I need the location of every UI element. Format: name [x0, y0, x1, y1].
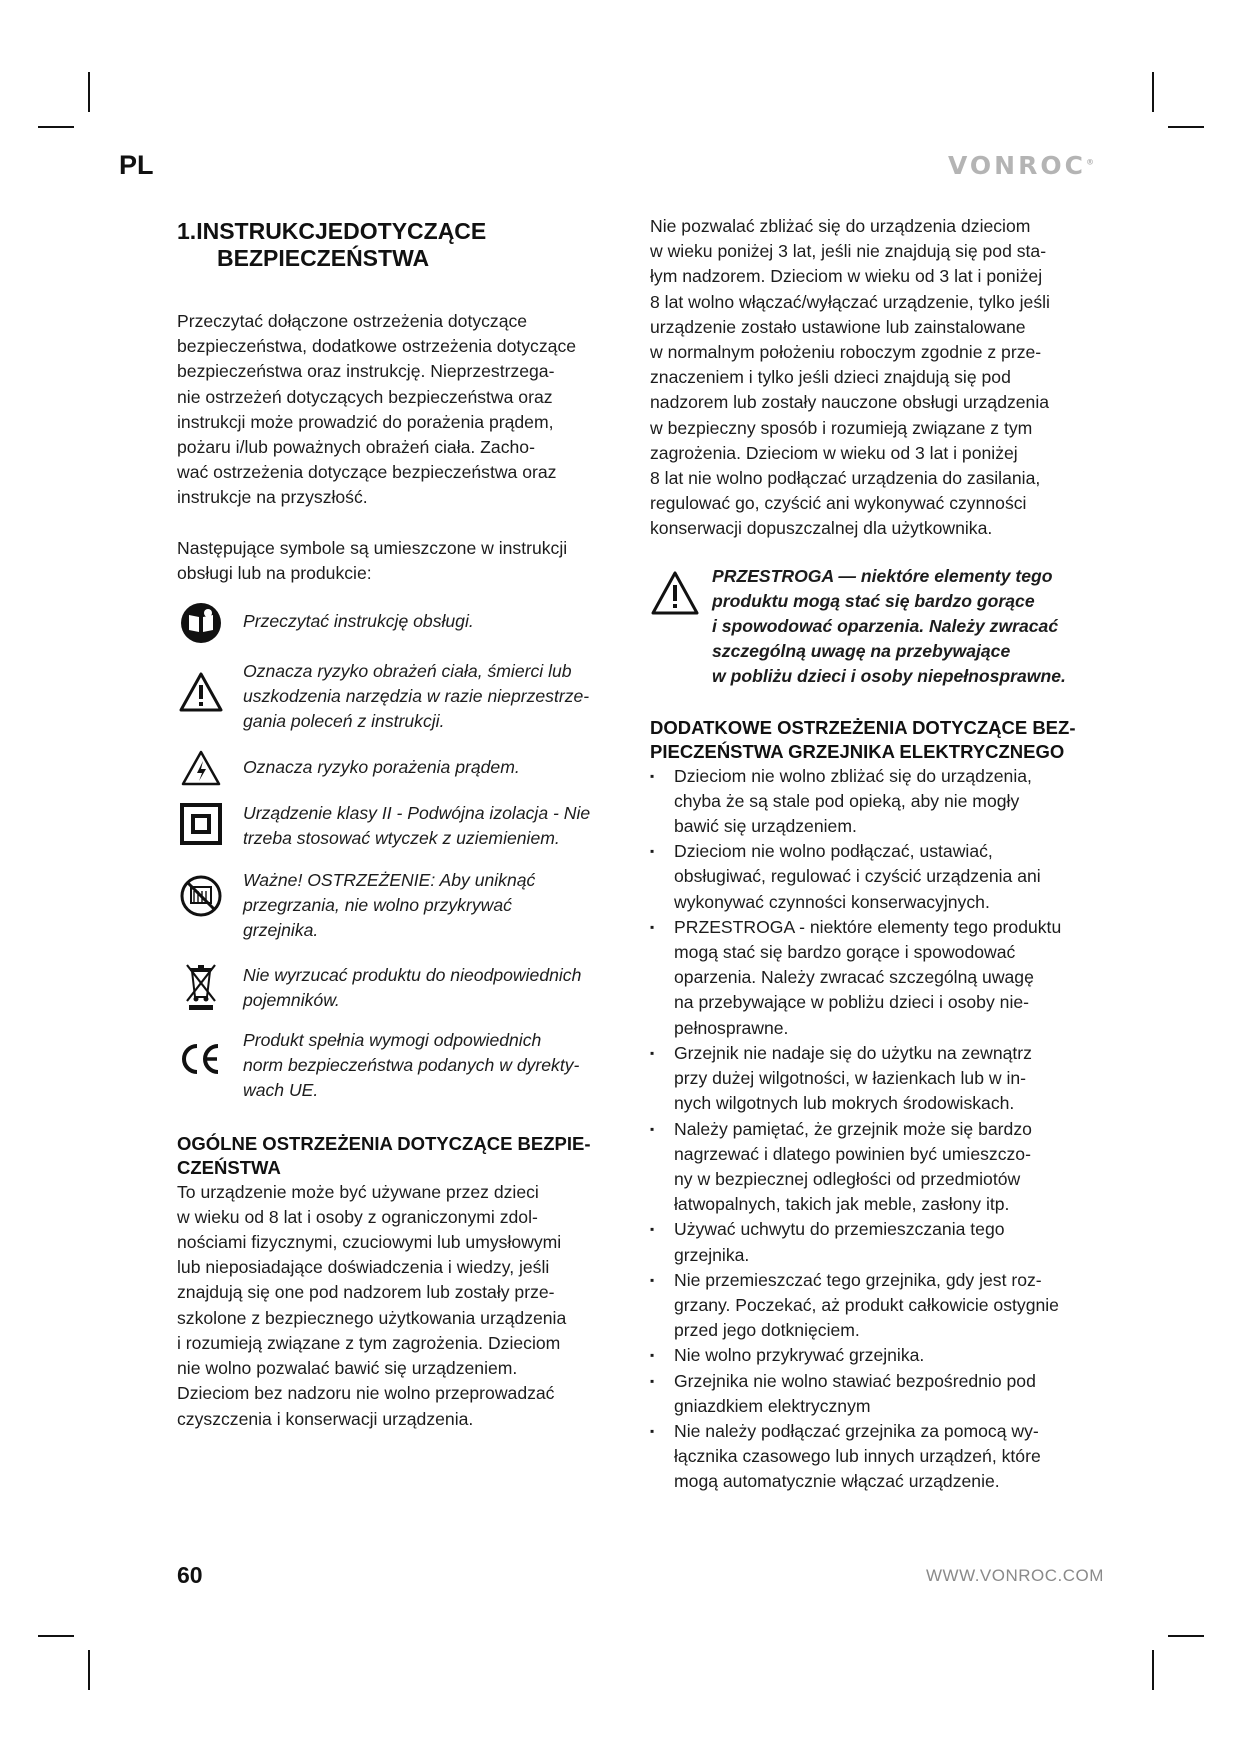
crop-mark	[1168, 1635, 1204, 1637]
symbol-text: przegrzania, nie wolno przykrywać	[243, 895, 512, 916]
symbol-text: Oznacza ryzyko obrażeń ciała, śmierci lub	[243, 661, 572, 682]
text-line: regulować go, czyścić ani wykonywać czynności	[650, 493, 1027, 514]
text-line: i rozumieją związane z tym zagrożenia. Dzieciom	[177, 1332, 561, 1353]
text-line: przy dużej wilgotności, w łazienkach lub w in-	[674, 1068, 1027, 1089]
symbol-text: uszkodzenia narzędzia w razie nieprzestrze-	[243, 686, 590, 707]
right-column	[650, 214, 1095, 1495]
text-line: łatwopalnych, takich jak meble, zasłony itp.	[674, 1194, 1010, 1215]
text-line: obsługi lub na produkcie:	[177, 562, 372, 583]
text-line: gniazdkiem elektrycznym	[674, 1395, 871, 1416]
symbol-text: Przeczytać instrukcję obsługi.	[243, 611, 474, 632]
caution-line: w pobliżu dzieci i osoby niepełnosprawne.	[712, 666, 1066, 687]
text-line: instrukcji może prowadzić do porażenia prądem,	[177, 411, 554, 432]
text-line: szkolone z bezpiecznego użytkowania urządzenia	[177, 1307, 567, 1328]
heater-warnings-heading	[650, 716, 1095, 764]
text-line: łym nadzorem. Dzieciom w wieku od 3 lat i poniżej	[650, 266, 1043, 287]
symbol-text: Produkt spełnia wymogi odpowiednich	[243, 1030, 542, 1051]
crop-mark	[88, 72, 90, 112]
symbol-row	[177, 601, 637, 645]
text-line: czyszczenia i konserwacji urządzenia.	[177, 1408, 474, 1429]
list-item	[650, 915, 1095, 1041]
section-title-line: BEZPIECZEŃSTWA	[217, 245, 430, 271]
text-line: lub nieposiadające doświadczenia i wiedzy, jeśli	[177, 1257, 550, 1278]
text-line: mogą automatycznie włączać urządzenie.	[674, 1471, 1000, 1492]
text-line: Dzieciom bez nadzoru nie wolno przeprowadzać	[177, 1383, 555, 1404]
text-line: grzany. Poczekać, aż produkt całkowicie ostygnie	[674, 1294, 1059, 1315]
warning-triangle-icon	[650, 564, 704, 690]
website-url: WWW.VONROC.COM	[926, 1566, 1104, 1585]
caution-line: produktu mogą stać się bardzo gorące	[712, 590, 1035, 611]
list-item	[650, 1217, 1095, 1267]
text-line: Następujące symbole są umieszczone w instrukcji	[177, 537, 568, 558]
symbol-row	[177, 659, 637, 735]
heading-line: OGÓLNE OSTRZEŻENIA DOTYCZĄCE BEZPIE-	[177, 1132, 591, 1154]
symbol-text: gania poleceń z instrukcji.	[243, 711, 445, 732]
do-not-cover-icon	[177, 868, 225, 918]
intro-paragraph	[177, 309, 637, 511]
list-item	[650, 764, 1095, 840]
caution-line: PRZESTROGA — niektóre elementy tego	[712, 565, 1053, 586]
list-item	[650, 1117, 1095, 1218]
symbol-text: wach UE.	[243, 1080, 319, 1101]
text-line: ▪ Grzejnik nie nadaje się do użytku na zewnątrz	[674, 1042, 1032, 1063]
children-paragraph	[650, 214, 1095, 542]
list-item	[650, 1041, 1095, 1117]
crop-mark	[1168, 126, 1204, 128]
symbol-row	[177, 801, 637, 851]
text-line: w wieku poniżej 3 lat, jeśli nie znajdują się pod sta-	[650, 241, 1047, 262]
text-line: nagrzewać i dlatego powinien być umieszczo-	[674, 1143, 1031, 1164]
text-line: ny w bezpiecznej odległości od przedmiotów	[674, 1168, 1021, 1189]
symbol-row	[177, 1028, 637, 1104]
heading-line: PIECZEŃSTWA GRZEJNIKA ELEKTRYCZNEGO	[650, 740, 1065, 762]
symbol-text: Nie wyrzucać produktu do nieodpowiednich	[243, 964, 582, 985]
text-line: urządzenie zostało ustawione lub zainstalowane	[650, 316, 1026, 337]
heater-warnings-list	[650, 764, 1095, 1495]
trademark-mark: ®	[1085, 157, 1094, 167]
general-warnings-heading	[177, 1132, 637, 1180]
symbols-intro	[177, 536, 637, 586]
electric-shock-icon	[177, 749, 225, 787]
list-item	[650, 1343, 1095, 1368]
text-line: To urządzenie może być używane przez dzieci	[177, 1181, 539, 1202]
weee-bin-icon	[177, 961, 225, 1011]
heading-line: DODATKOWE OSTRZEŻENIA DOTYCZĄCE BEZ-	[650, 716, 1076, 738]
text-line: ▪ PRZESTROGA - niektóre elementy tego produktu	[674, 916, 1062, 937]
ce-mark-icon	[177, 1028, 225, 1076]
symbol-text: trzeba stosować wtyczek z uziemieniem.	[243, 827, 560, 848]
text-line: ▪ Dzieciom nie wolno zbliżać się do urządzenia,	[674, 765, 1032, 786]
left-column	[177, 214, 637, 1432]
text-line: bezpieczeństwa oraz instrukcję. Nieprzestrzega-	[177, 361, 555, 382]
read-manual-icon	[177, 601, 225, 645]
text-line: ▪ Grzejnika nie wolno stawiać bezpośrednio pod	[674, 1370, 1036, 1391]
text-line: nych wilgotnych lub mokrych środowiskach.	[674, 1093, 1015, 1114]
text-line: na przebywające w pobliżu dzieci i osoby nie-	[674, 992, 1029, 1013]
caution-line: i spowodować oparzenia. Należy zwracać	[712, 616, 1059, 637]
symbol-text: Oznacza ryzyko porażenia prądem.	[243, 756, 520, 777]
text-line: w normalnym położeniu roboczym zgodnie z prze-	[650, 342, 1042, 363]
caution-box	[650, 564, 1095, 690]
text-line: bezpieczeństwa, dodatkowe ostrzeżenia dotyczące	[177, 336, 577, 357]
crop-mark	[38, 126, 74, 128]
text-line: 8 lat nie wolno podłączać urządzenia do zasilania,	[650, 468, 1041, 489]
text-line: znaczeniem i tylko jeśli dzieci znajdują się pod	[650, 367, 1011, 388]
brand-logo	[948, 151, 1094, 180]
text-line: przed jego dotknięciem.	[674, 1320, 860, 1341]
caution-line: szczególną uwagę na przebywające	[712, 641, 1011, 662]
list-item	[650, 1369, 1095, 1419]
list-item	[650, 1419, 1095, 1495]
list-item	[650, 1268, 1095, 1344]
text-line: ▪ Nie przemieszczać tego grzejnika, gdy jest roz-	[674, 1269, 1042, 1290]
symbol-text: Urządzenie klasy II - Podwójna izolacja - Nie	[243, 802, 591, 823]
crop-mark	[88, 1650, 90, 1690]
symbol-text: Ważne! OSTRZEŻENIE: Aby uniknąć	[243, 870, 536, 891]
text-line: ▪ Nie należy podłączać grzejnika za pomocą wy-	[674, 1420, 1039, 1441]
text-line: chyba że są stale pod opieką, aby nie mogły	[674, 790, 1020, 811]
text-line: nościami fizycznymi, czuciowymi lub umysłowymi	[177, 1232, 562, 1253]
symbol-row	[177, 868, 637, 944]
section-title-number: 1.	[177, 218, 197, 244]
text-line: pełnosprawne.	[674, 1017, 789, 1038]
brand-name: VONROC	[948, 151, 1086, 180]
section-title	[177, 218, 637, 272]
language-code: PL	[119, 150, 154, 180]
text-line: ▪ Dzieciom nie wolno podłączać, ustawiać,	[674, 841, 993, 862]
symbol-text: grzejnika.	[243, 920, 319, 941]
text-line: obsługiwać, regulować i czyścić urządzenia ani	[674, 866, 1041, 887]
text-line: w wieku od 8 lat i osoby z ograniczonymi zdol-	[177, 1206, 538, 1227]
text-line: znajdują się one pod nadzorem lub zostały prze-	[177, 1282, 555, 1303]
text-line: nie ostrzeżeń dotyczących bezpieczeństwa oraz	[177, 386, 553, 407]
section-title-line: INSTRUKCJEDOTYCZĄCE	[196, 218, 487, 244]
text-line: ▪ Należy pamiętać, że grzejnik może się bardzo	[674, 1118, 1032, 1139]
text-line: konserwacji dopuszczalnej dla użytkownika.	[650, 518, 993, 539]
text-line: Przeczytać dołączone ostrzeżenia dotyczące	[177, 311, 528, 331]
text-line: oparzenia. Należy zwracać szczególną uwagę	[674, 967, 1034, 988]
general-warnings-text	[177, 1180, 637, 1432]
symbol-text: pojemników.	[243, 989, 340, 1010]
text-line: mogą stać się bardzo gorące i spowodować	[674, 942, 1016, 963]
text-line: zagrożenia. Dzieciom w wieku od 3 lat i poniżej	[650, 442, 1018, 463]
class-ii-icon	[177, 801, 225, 845]
text-line: nadzorem lub zostały nauczone obsługi urządzenia	[650, 392, 1050, 413]
warning-triangle-icon	[177, 659, 225, 713]
list-item	[650, 839, 1095, 915]
text-line: 8 lat wolno włączać/wyłączać urządzenie, tylko jeśli	[650, 291, 1050, 312]
text-line: pożaru i/lub poważnych obrażeń ciała. Zacho-	[177, 437, 535, 458]
text-line: bawić się urządzeniem.	[674, 816, 857, 837]
text-line: wać ostrzeżenia dotyczące bezpieczeństwa oraz	[177, 462, 557, 483]
text-line: instrukcje na przyszłość.	[177, 487, 368, 508]
text-line: wykonywać czynności konserwacyjnych.	[674, 891, 990, 912]
text-line: Nie pozwalać zbliżać się do urządzenia dzieciom	[650, 216, 1031, 236]
symbol-row	[177, 961, 637, 1013]
text-line: grzejnika.	[674, 1244, 750, 1265]
text-line: ▪ Nie wolno przykrywać grzejnika.	[674, 1345, 925, 1366]
text-line: w bezpieczny sposób i rozumieją związane z tym	[650, 417, 1033, 438]
symbol-row	[177, 749, 637, 787]
crop-mark	[1152, 1650, 1154, 1690]
heading-line: CZEŃSTWA	[177, 1156, 281, 1178]
text-line: łącznika czasowego lub innych urządzeń, które	[674, 1446, 1041, 1467]
symbol-text: norm bezpieczeństwa podanych w dyrekty-	[243, 1055, 580, 1076]
crop-mark	[38, 1635, 74, 1637]
page-number: 60	[177, 1562, 203, 1588]
text-line: nie wolno pozwalać bawić się urządzeniem.	[177, 1358, 518, 1379]
text-line: ▪ Używać uchwytu do przemieszczania tego	[674, 1219, 1005, 1240]
crop-mark	[1152, 72, 1154, 112]
